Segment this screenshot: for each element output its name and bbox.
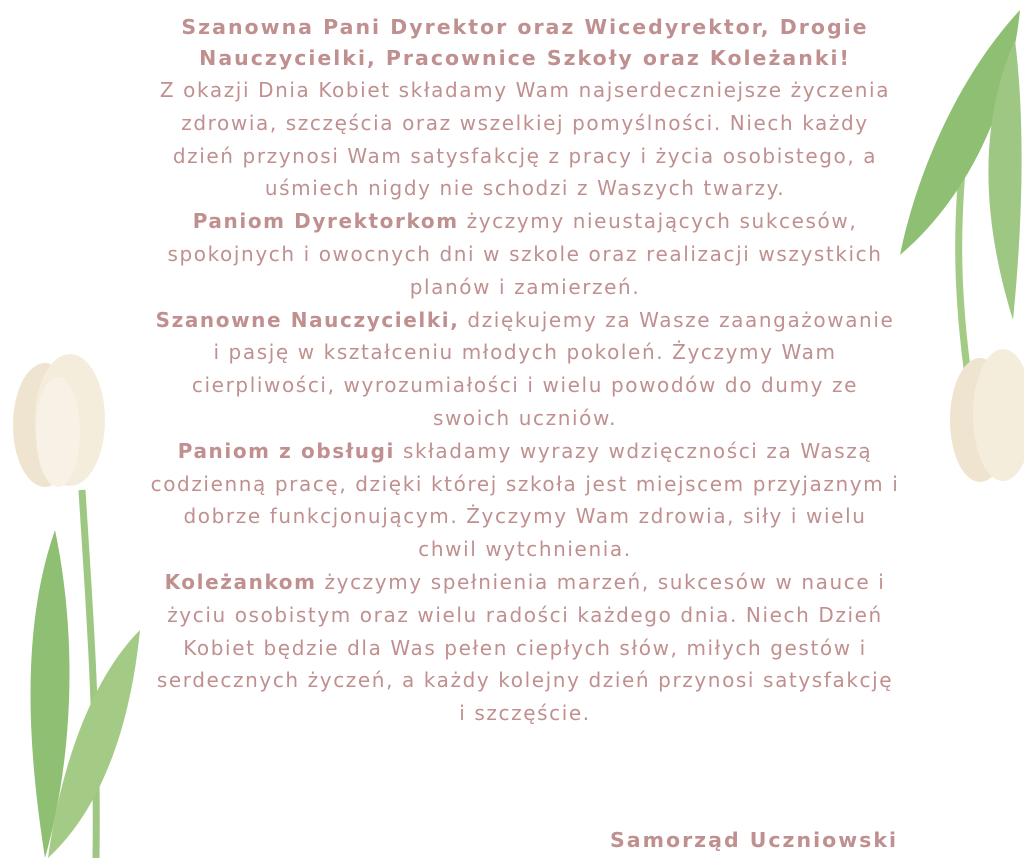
greeting-heading: Szanowna Pani Dyrektor oraz Wicedyrektor, Drogie Nauczycielki, Pracownice Szkoły oraz Koleżanki! <box>181 15 869 70</box>
paragraph-colleagues <box>150 566 900 730</box>
paragraph-text: życzymy nieustających sukcesów, spokojnych i owocnych dni w szkole oraz realizacji wszystkich planów i zamierzeń. <box>167 209 883 299</box>
wishes-text-block <box>150 12 900 730</box>
tulip-right-icon <box>895 0 1024 495</box>
paragraph-directors <box>150 205 900 303</box>
paragraph-lead: Paniom z obsługi <box>177 438 395 463</box>
tulip-left-icon <box>0 350 145 858</box>
paragraph-text: dziękujemy za Wasze zaangażowanie i pasję w kształceniu młodych pokoleń. Życzymy Wam cierpliwości, wyrozumiałości i wielu powodów do dumy ze swoich uczniów. <box>191 307 895 430</box>
paragraph-lead: Szanowne Nauczycielki, <box>155 307 460 332</box>
paragraph-text: życzymy spełnienia marzeń, sukcesów w nauce i życiu osobistym oraz wielu radości każdego dnia. Niech Dzień Kobiet będzie dla Was pełen ciepłych słów, miłych gestów i serdecznych życzeń, a każdy kolejny dzień przynosi satysfakcję i szczęście. <box>156 569 894 726</box>
paragraph-teachers <box>150 304 900 435</box>
paragraph-lead: Koleżankom <box>164 569 317 594</box>
signature: Samorząd Uczniowski <box>610 828 898 852</box>
intro-paragraph: Z okazji Dnia Kobiet składamy Wam najserdeczniejsze życzenia zdrowia, szczęścia oraz wszelkiej pomyślności. Niech każdy dzień przynosi Wam satysfakcję z pracy i życia osobistego, a uśmiech nigdy nie schodzi z Waszych twarzy. <box>159 78 891 201</box>
paragraph-staff <box>150 435 900 566</box>
paragraph-lead: Paniom Dyrektorkom <box>192 209 459 234</box>
paragraph-text: składamy wyrazy wdzięczności za Waszą codzienną pracę, dzięki której szkoła jest miejscem przyjaznym i dobrze funkcjonującym. Życzymy Wam zdrowia, siły i wielu chwil wytchnienia. <box>150 438 900 562</box>
